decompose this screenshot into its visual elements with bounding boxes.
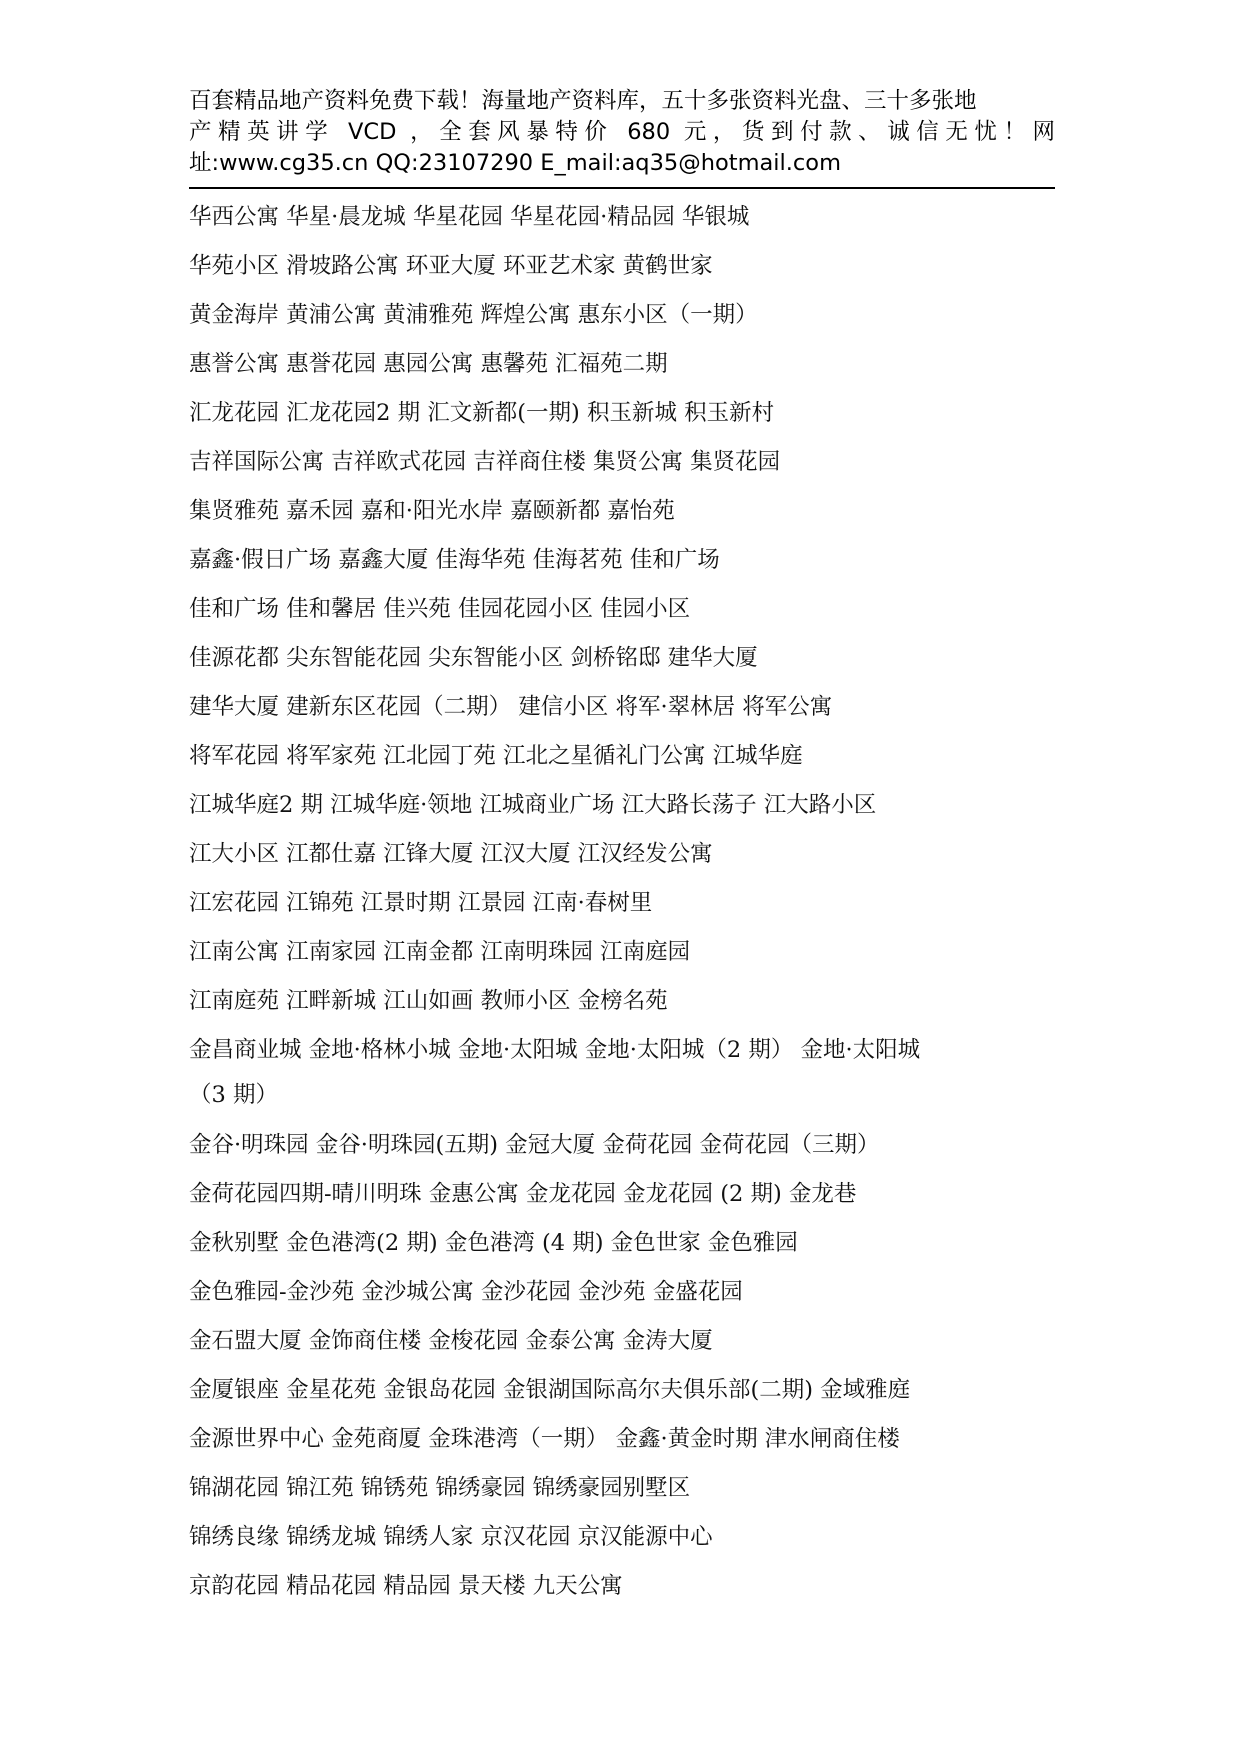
header-line-1: 百套精品地产资料免费下载！海量地产资料库，五十多张资料光盘、三十多张地 [189,88,977,114]
list-line: 金源世界中心 金苑商厦 金珠港湾（一期） 金鑫·黄金时期 津水闸商住楼 [189,1426,900,1452]
list-line: 吉祥国际公寓 吉祥欧式花园 吉祥商住楼 集贤公寓 集贤花园 [189,449,781,475]
list-line: 建华大厦 建新东区花园（二期） 建信小区 将军·翠林居 将军公寓 [189,694,833,720]
list-line: 江南公寓 江南家园 江南金都 江南明珠园 江南庭园 [189,939,691,965]
list-line: 锦绣良缘 锦绣龙城 锦绣人家 京汉花园 京汉能源中心 [189,1524,713,1550]
list-line: 金昌商业城 金地·格林小城 金地·太阳城 金地·太阳城（2 期） 金地·太阳城 [189,1037,921,1063]
list-line: 华苑小区 滑坡路公寓 环亚大厦 环亚艺术家 黄鹤世家 [189,253,713,279]
header-line-2: 产精英讲学 VCD ，全套风暴特价 680 元，货到付款、诚信无忧！网 [189,119,1055,145]
list-line: 将军花园 将军家苑 江北园丁苑 江北之星循礼门公寓 江城华庭 [189,743,803,769]
list-line: 金色雅园-金沙苑 金沙城公寓 金沙花园 金沙苑 金盛花园 [189,1279,743,1305]
ad-header [189,86,1055,179]
list-line: 惠誉公寓 惠誉花园 惠园公寓 惠馨苑 汇福苑二期 [189,351,668,377]
list-line: 黄金海岸 黄浦公寓 黄浦雅苑 辉煌公寓 惠东小区（一期） [189,302,758,328]
property-list [189,193,1069,1611]
list-line: 金荷花园四期-晴川明珠 金惠公寓 金龙花园 金龙花园 (2 期) 金龙巷 [189,1181,857,1207]
list-line: 嘉鑫·假日广场 嘉鑫大厦 佳海华苑 佳海茗苑 佳和广场 [189,547,720,573]
list-line: 华西公寓 华星·晨龙城 华星花园 华星花园·精品园 华银城 [189,204,750,230]
list-line: 金谷·明珠园 金谷·明珠园(五期) 金冠大厦 金荷花园 金荷花园（三期） [189,1132,880,1158]
list-line: 集贤雅苑 嘉禾园 嘉和·阳光水岸 嘉颐新都 嘉怡苑 [189,498,675,524]
header-divider [189,187,1055,189]
list-line: 京韵花园 精品花园 精品园 景天楼 九天公寓 [189,1573,623,1599]
list-line: 江城华庭2 期 江城华庭·领地 江城商业广场 江大路长荡子 江大路小区 [189,792,877,818]
list-line: 佳源花都 尖东智能花园 尖东智能小区 剑桥铭邸 建华大厦 [189,645,758,671]
header-line-3: 址:www.cg35.cn QQ:23107290 E_mail:aq35@hotmail.com [189,150,841,176]
list-line: 金石盟大厦 金饰商住楼 金梭花园 金泰公寓 金涛大厦 [189,1328,713,1354]
list-line: 江宏花园 江锦苑 江景时期 江景园 江南·春树里 [189,890,653,916]
list-line: 锦湖花园 锦江苑 锦锈苑 锦绣豪园 锦绣豪园别墅区 [189,1475,691,1501]
list-line: 金秋别墅 金色港湾(2 期) 金色港湾 (4 期) 金色世家 金色雅园 [189,1230,798,1256]
list-line: 江南庭苑 江畔新城 江山如画 教师小区 金榜名苑 [189,988,668,1014]
list-line-continuation: （3 期） [189,1082,278,1108]
list-line: 金厦银座 金星花苑 金银岛花园 金银湖国际高尔夫俱乐部(二期) 金域雅庭 [189,1377,911,1403]
list-line: 佳和广场 佳和馨居 佳兴苑 佳园花园小区 佳园小区 [189,596,691,622]
list-line: 汇龙花园 汇龙花园2 期 汇文新都(一期) 积玉新城 积玉新村 [189,400,775,426]
list-line: 江大小区 江都仕嘉 江锋大厦 江汉大厦 江汉经发公寓 [189,841,713,867]
